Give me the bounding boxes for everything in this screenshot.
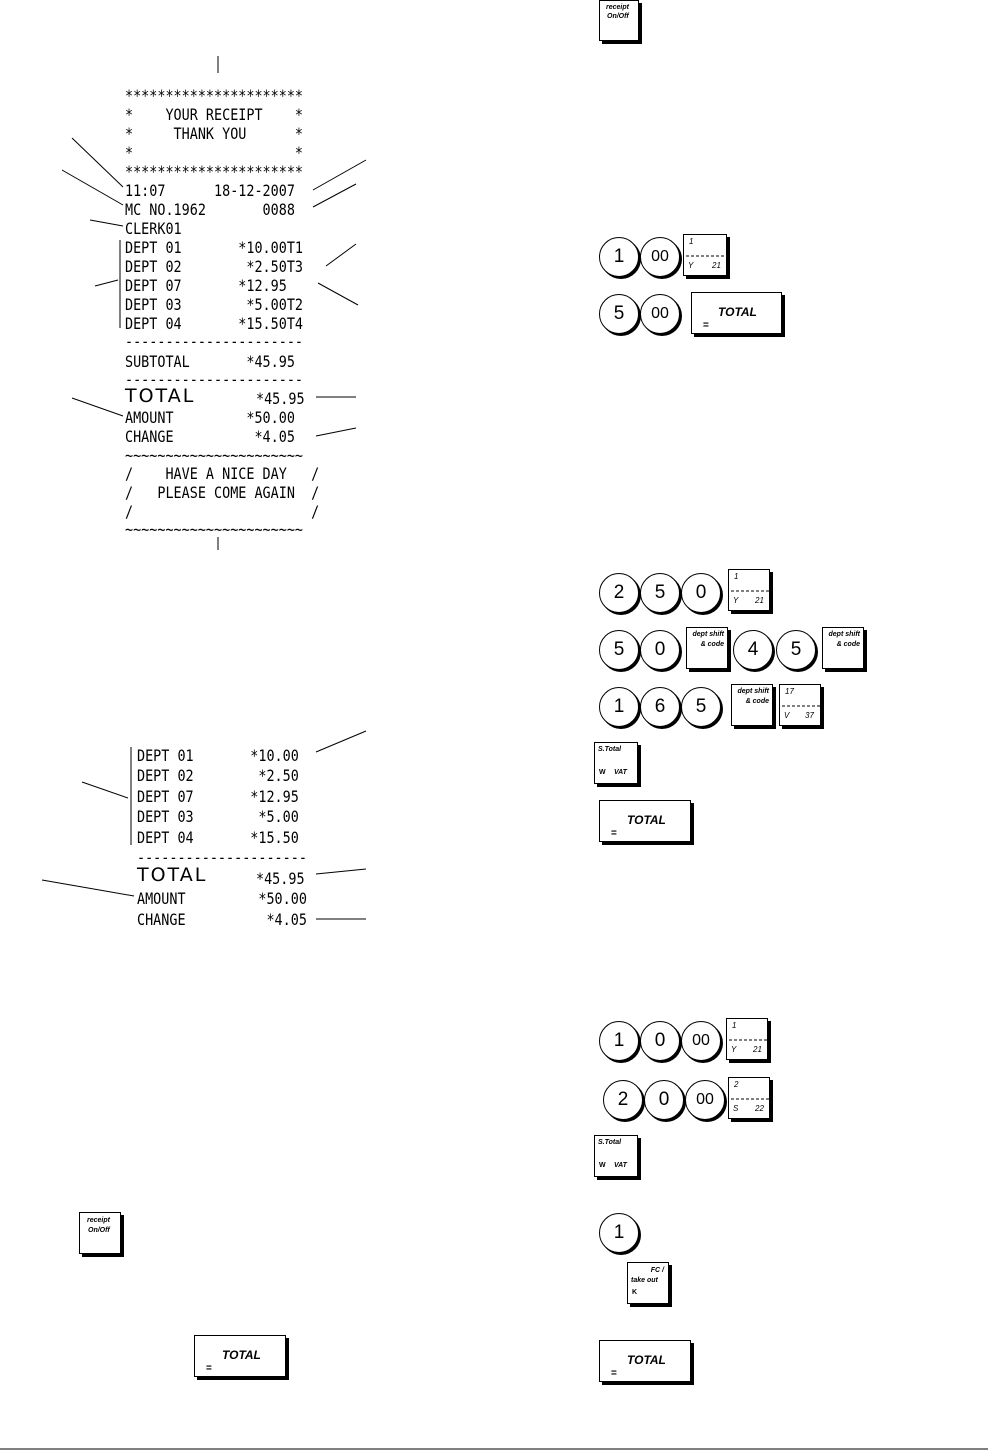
dept-shift-key[interactable]: dept shift & code	[822, 627, 864, 669]
receipt-header-line-3: * *	[125, 143, 304, 162]
digit-4-key[interactable]: 4	[733, 630, 773, 670]
total-key[interactable]: TOTAL =	[194, 1335, 286, 1377]
receipt-tilde-top: ~~~~~~~~~~~~~~~~~~~~~~	[125, 446, 304, 465]
subtotal-vat-key[interactable]: S.Total W VAT	[594, 742, 638, 784]
digit-5-key[interactable]: 5	[640, 573, 680, 613]
receipt-footer-line-3: / /	[125, 502, 320, 521]
receipt-divider: ----------------------	[125, 332, 304, 351]
digit-6-key[interactable]: 6	[640, 687, 680, 727]
dept-17-key[interactable]: 17 V 37	[779, 684, 821, 726]
receipt2-item: DEPT 01 *10.00	[137, 746, 299, 765]
digit-0-key[interactable]: 0	[640, 1021, 680, 1061]
digit-00-key[interactable]: 00	[685, 1080, 725, 1120]
digit-2-key[interactable]: 2	[599, 573, 639, 613]
receipt-item: DEPT 01 *10.00T1	[125, 238, 304, 257]
digit-1-key[interactable]: 1	[599, 687, 639, 727]
subtotal-vat-key[interactable]: S.Total W VAT	[594, 1135, 638, 1177]
receipt2-item: DEPT 03 *5.00	[137, 807, 299, 826]
total-key[interactable]: TOTAL =	[599, 1340, 691, 1382]
digit-1-key[interactable]: 1	[599, 237, 639, 277]
digit-00-key[interactable]: 00	[640, 237, 680, 277]
digit-5-key[interactable]: 5	[599, 294, 639, 334]
dept-shift-key[interactable]: dept shift & code	[731, 684, 773, 726]
receipt2-divider: ---------------------	[137, 848, 307, 867]
digit-0-key[interactable]: 0	[681, 573, 721, 613]
receipt-header-line-1: * YOUR RECEIPT *	[125, 105, 304, 124]
receipt-machine-number: MC NO.1962 0088	[125, 200, 295, 219]
receipt2-item: DEPT 07 *12.95	[137, 787, 299, 806]
receipt-clerk: CLERK01	[125, 219, 182, 238]
digit-0-key[interactable]: 0	[640, 630, 680, 670]
receipt2-change: CHANGE *4.05	[137, 910, 307, 929]
receipt-total-label: TOTAL	[125, 385, 196, 407]
dept-1-key[interactable]: 1 Y 21	[728, 569, 770, 611]
receipt-footer-line-1: / HAVE A NICE DAY /	[125, 464, 320, 483]
total-key[interactable]: TOTAL =	[599, 800, 691, 842]
digit-00-key[interactable]: 00	[681, 1021, 721, 1061]
total-key[interactable]: TOTAL =	[691, 292, 782, 334]
dept-1-key[interactable]: 1 Y 21	[683, 234, 727, 276]
receipt-item: DEPT 02 *2.50T3	[125, 257, 304, 276]
receipt2-total-label: TOTAL	[137, 864, 208, 886]
receipt-item: DEPT 03 *5.00T2	[125, 295, 304, 314]
receipt-subtotal: SUBTOTAL *45.95	[125, 352, 295, 371]
receipt-header-line-2: * THANK YOU *	[125, 124, 304, 143]
receipt2-item: DEPT 04 *15.50	[137, 828, 299, 847]
digit-5-key[interactable]: 5	[599, 630, 639, 670]
fc-take-out-key[interactable]: FC / take out K	[627, 1262, 669, 1304]
receipt-onoff-key[interactable]: receipt On/Off	[79, 1212, 121, 1254]
receipt-change: CHANGE *4.05	[125, 427, 295, 446]
dept-1-key[interactable]: 1 Y 21	[726, 1018, 768, 1060]
receipt2-amount: AMOUNT *50.00	[137, 889, 307, 908]
digit-1-key[interactable]: 1	[599, 1021, 639, 1061]
digit-5-key[interactable]: 5	[776, 630, 816, 670]
digit-00-key[interactable]: 00	[640, 294, 680, 334]
receipt-divider: ----------------------	[125, 370, 304, 389]
receipt-tilde-bottom: ~~~~~~~~~~~~~~~~~~~~~~	[125, 520, 304, 539]
digit-1-key[interactable]: 1	[599, 1213, 639, 1253]
receipt-stars-top: **********************	[125, 86, 304, 105]
receipt-onoff-key[interactable]: receipt On/Off	[599, 0, 639, 41]
receipt-amount: AMOUNT *50.00	[125, 408, 295, 427]
dept-2-key[interactable]: 2 S 22	[728, 1077, 770, 1119]
receipt2-item: DEPT 02 *2.50	[137, 766, 299, 785]
receipt-item: DEPT 04 *15.50T4	[125, 314, 304, 333]
receipt-time-date: 11:07 18-12-2007	[125, 181, 295, 200]
receipt-stars-bottom: **********************	[125, 162, 304, 181]
receipt-footer-line-2: / PLEASE COME AGAIN /	[125, 483, 320, 502]
digit-2-key[interactable]: 2	[603, 1080, 643, 1120]
digit-5-key[interactable]: 5	[681, 687, 721, 727]
receipt-item: DEPT 07 *12.95	[125, 276, 287, 295]
digit-0-key[interactable]: 0	[644, 1080, 684, 1120]
dept-shift-key[interactable]: dept shift & code	[686, 627, 728, 669]
receipt2-total-value: *45.95	[256, 869, 305, 888]
receipt-total-value: *45.95	[256, 389, 305, 408]
